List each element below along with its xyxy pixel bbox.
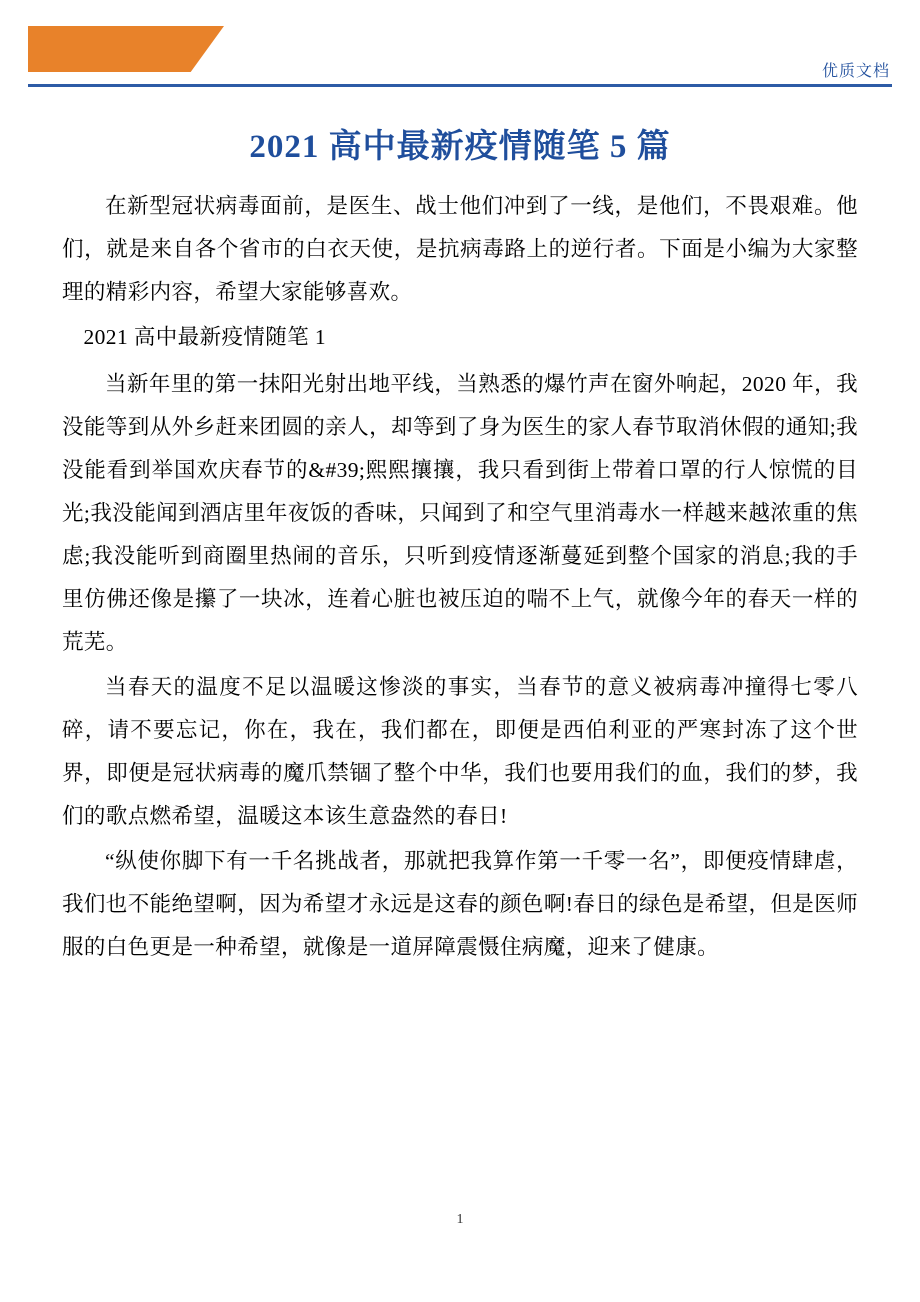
brand-banner-shape [28,26,224,72]
document-body [0,120,920,969]
paragraph-body-2: 当春天的温度不足以温暖这惨淡的事实，当春节的意义被病毒冲撞得七零八碎，请不要忘记，你在，我在，我们都在，即便是西伯利亚的严寒封冻了这个世界，即便是冠状病毒的魔爪禁锢了整个中华，我们也要用我们的血，我们的梦，我们的歌点燃希望，温暖这本该生意盎然的春日! [62,675,858,828]
header-divider [28,84,892,87]
page-number: 1 [456,1212,464,1227]
page-title: 2021 高中最新疫情随笔 5 篇 [249,129,671,165]
paragraph-body-3: “纵使你脚下有一千名挑战者，那就把我算作第一千零一名”，即便疫情肆虐，我们也不能绝望啊，因为希望才永远是这春的颜色啊!春日的绿色是希望，但是医师服的白色更是一种希望，就像是一道屏障震慑住病魔，迎来了健康。 [62,849,858,959]
paragraph-body-1: 当新年里的第一抹阳光射出地平线，当熟悉的爆竹声在窗外响起，2020 年，我没能等到从外乡赶来团圆的亲人，却等到了身为医生的家人春节取消休假的通知;我没能看到举国欢庆春节的&#39;熙熙攘攘，我只看到街上带着口罩的行人惊慌的目光;我没能闻到酒店里年夜饭的香味，只闻到了和空气里消毒水一样越来越浓重的焦虑;我没能听到商圈里热闹的音乐，只听到疫情逐渐蔓延到整个国家的消息;我的手里仿佛还像是攥了一块冰，连着心脏也被压迫的喘不上气，就像今年的春天一样的荒芜。 [62,372,858,654]
section-heading: 2021 高中最新疫情随笔 1 [83,325,327,349]
paragraph-intro: 在新型冠状病毒面前，是医生、战士他们冲到了一线，是他们，不畏艰难。他们，就是来自各个省市的白衣天使，是抗病毒路上的逆行者。下面是小编为大家整理的精彩内容，希望大家能够喜欢。 [62,194,858,304]
brand-label: 优质文档 [821,63,890,80]
page-header [0,0,920,92]
